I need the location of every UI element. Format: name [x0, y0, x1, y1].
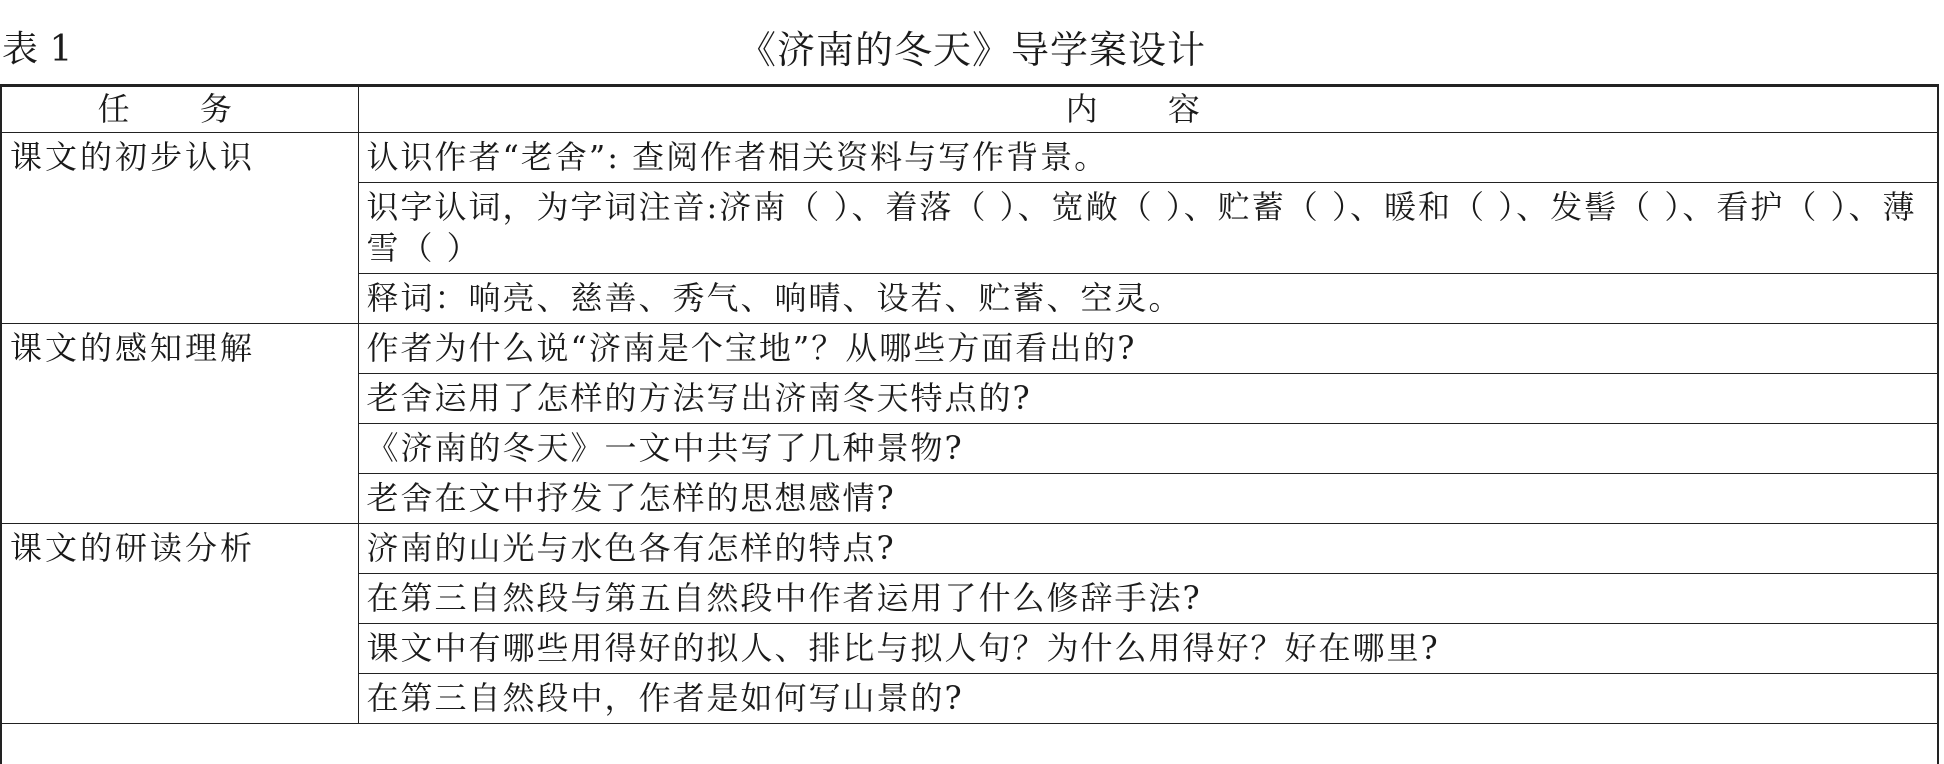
table-number-label: 表 1	[2, 29, 73, 70]
task-cell-perception-comprehension: 课文的感知理解	[2, 324, 358, 524]
content-cell: 在第三自然段中，作者是如何写山景的?	[358, 674, 1937, 724]
content-cell: 认识作者“老舍”: 查阅作者相关资料与写作背景。	[358, 133, 1937, 183]
content-cell: 作者为什么说“济南是个宝地”？从哪些方面看出的?	[358, 324, 1937, 374]
content-cell: 济南的山光与水色各有怎样的特点?	[358, 524, 1937, 574]
lesson-plan-table-frame	[0, 84, 1939, 764]
table-header-row	[2, 87, 1937, 133]
table-row	[2, 133, 1937, 183]
table-row	[2, 324, 1937, 374]
header-content: 内 容	[358, 87, 1937, 133]
content-cell: 识字认词，为字词注音:济南（ ）、着落（ ）、宽敞（ ）、贮蓄（ ）、暖和（ ）、发髻（ ）、看护（ ）、薄雪（ ）	[358, 183, 1937, 274]
content-cell: 老舍在文中抒发了怎样的思想感情?	[358, 474, 1937, 524]
header-task: 任 务	[2, 87, 358, 133]
content-cell: 释词：响亮、慈善、秀气、响晴、设若、贮蓄、空灵。	[358, 274, 1937, 324]
content-cell: 《济南的冬天》一文中共写了几种景物?	[358, 424, 1937, 474]
content-cell: 课文中有哪些用得好的拟人、排比与拟人句？为什么用得好？好在哪里?	[358, 624, 1937, 674]
content-cell: 老舍运用了怎样的方法写出济南冬天特点的?	[358, 374, 1937, 424]
task-cell-initial-understanding: 课文的初步认识	[2, 133, 358, 324]
task-cell-study-analysis: 课文的研读分析	[2, 524, 358, 724]
lesson-plan-table	[2, 87, 1937, 724]
content-cell: 在第三自然段与第五自然段中作者运用了什么修辞手法?	[358, 574, 1937, 624]
table-row	[2, 524, 1937, 574]
table-title: 《济南的冬天》导学案设计	[737, 28, 1206, 72]
